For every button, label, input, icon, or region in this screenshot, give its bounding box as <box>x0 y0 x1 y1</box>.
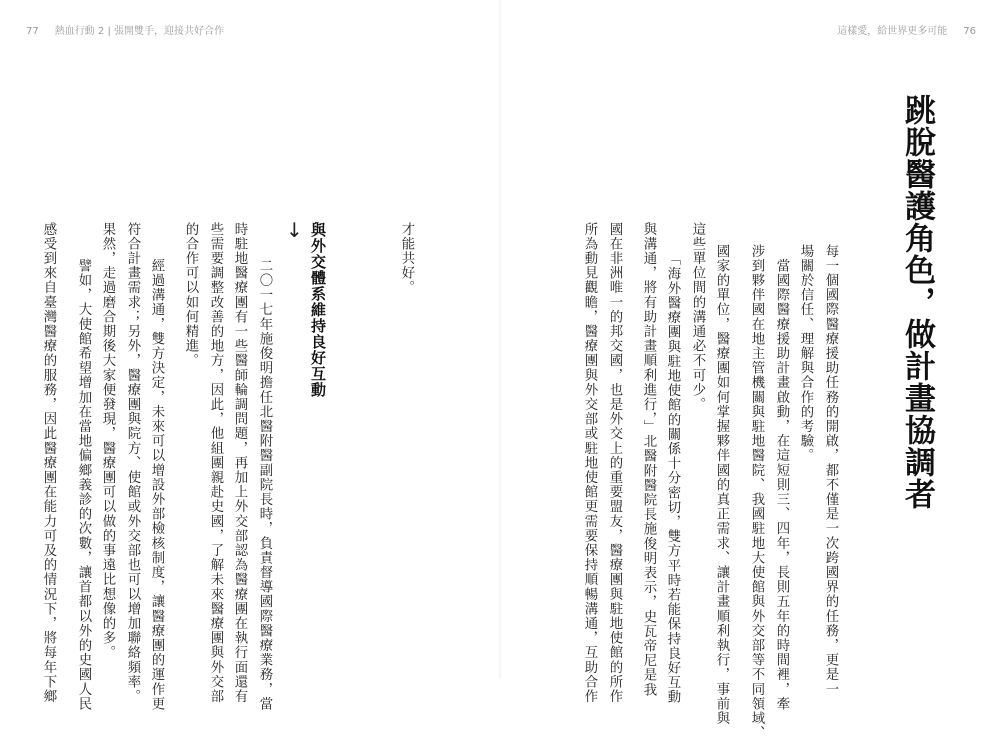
body-column: 感受到來自臺灣醫療的服務，因此醫療團在能力可及的情況下，將每年下鄉 <box>41 222 56 704</box>
right-page-header <box>837 22 976 37</box>
left-page-header <box>26 22 224 37</box>
book-gutter <box>499 0 501 679</box>
body-column: 國在非洲唯一的邦交國，也是外交上的重要盟友，醫療團與駐地使館的所作 <box>607 222 622 704</box>
body-column: 符合計畫需求；另外，醫療團與院方、使館或外交部也可以增加聯絡頻率。 <box>125 222 140 704</box>
left-running-head: 熱血行動 2 | 張開雙手，迎接共好合作 <box>54 26 225 37</box>
body-column: 這些單位間的溝通必不可少。 <box>690 222 705 412</box>
arrow-down-icon: ↓ <box>286 218 303 242</box>
body-column: 些需要調整改善的地方，因此，他組團親赴史國，了解未來醫療團與外交部 <box>208 222 223 704</box>
body-column: 所為動見觀瞻，醫療團與外交部或駐地使館更需要保持順暢溝通，互助合作 <box>582 222 597 704</box>
body-column: 與溝通，將有助計畫順利進行，」北醫附醫院長施俊明表示，史瓦帝尼是我 <box>641 222 656 698</box>
body-column: 每一個國際醫療援助任務的開啟，都不僅是一次跨國界的任務，更是一 <box>823 244 838 697</box>
body-column: 二〇一七年施俊明擔任北醫附醫副院長時，負責督導國際醫療業務，當 <box>257 244 272 712</box>
body-column: 「海外醫療團與駐地使館的關係十分密切，雙方平時若能保持良好互動 <box>665 244 680 705</box>
body-column: 涉到夥伴國在地主管機關與駐地醫院、我國駐地大使館與外交部等不同領域、 <box>749 244 764 740</box>
section-heading: 與外交體系維持良好互動 <box>309 222 327 398</box>
chapter-title: 跳脫醫護角色，做計畫協調者 <box>899 94 935 510</box>
body-column: 時駐地醫療團有一些醫師輪調問題，再加上外交部認為醫療團在執行面還有 <box>232 222 247 704</box>
body-column: 譬如，大使館希望增加在當地偏鄉義診的次數，讓首都以外的史國人民 <box>76 244 91 712</box>
carryover-text: 才能共好。 <box>399 222 414 295</box>
body-column: 當國際醫療援助計畫啟動，在這短則三、四年，長則五年的時間裡，牽 <box>774 244 789 712</box>
right-page-number: 76 <box>963 26 976 37</box>
body-column: 國家的單位，醫療團如何掌握夥伴國的真正需求、讓計畫順利執行，事前與 <box>714 244 729 726</box>
left-page-number: 77 <box>26 26 39 37</box>
body-column: 場關於信任、理解與合作的考驗。 <box>798 244 813 463</box>
body-column: 的合作可以如何精進。 <box>183 222 198 368</box>
right-running-head: 這樣愛，給世界更多可能 <box>837 26 948 37</box>
body-column: 經過溝通，雙方決定，未來可以增設外部檢核制度，讓醫療團的運作更 <box>149 244 164 712</box>
body-column: 果然，走過磨合期後大家便發現，醫療團可以做的事遠比想像的多。 <box>100 222 115 660</box>
